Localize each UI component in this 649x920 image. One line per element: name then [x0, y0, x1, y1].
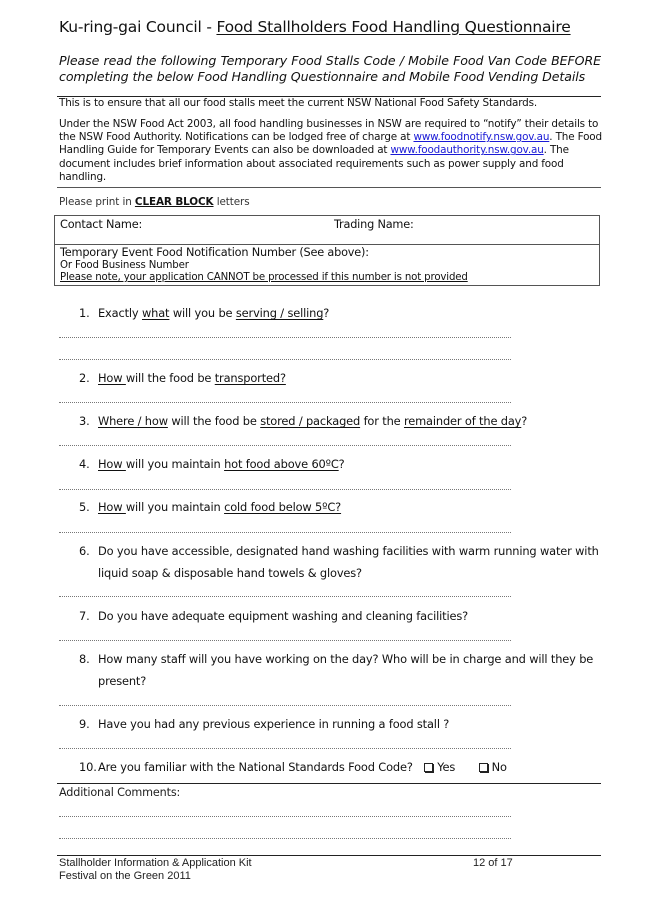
answer-line-9[interactable]	[59, 748, 511, 749]
yes-label: Yes	[437, 760, 456, 774]
question-emphasis: stored / packaged	[260, 414, 361, 428]
question-text: will the food be	[167, 414, 261, 428]
question-number: 8.	[79, 652, 90, 666]
divider	[57, 783, 601, 784]
question-text: will you maintain	[125, 500, 225, 514]
question-number: 3.	[79, 414, 90, 428]
answer-line-2[interactable]	[59, 402, 511, 403]
question-7	[79, 609, 468, 623]
contact-name-field[interactable]: Contact Name:	[60, 218, 143, 231]
foodnotify-link[interactable]: www.foodnotify.nsw.gov.au	[413, 131, 550, 144]
yes-checkbox-icon[interactable]	[424, 763, 433, 772]
question-text: Exactly	[98, 306, 142, 320]
question-emphasis: How	[98, 371, 126, 385]
question-text: Have you had any previous experience in running a food stall ?	[98, 717, 450, 731]
question-text: present?	[98, 674, 147, 688]
no-checkbox-icon[interactable]	[479, 763, 488, 772]
footer-divider	[57, 855, 601, 856]
question-emphasis: transported?	[214, 371, 286, 385]
question-emphasis: serving / selling	[235, 306, 324, 320]
footer-kit-title: Stallholder Information & Application Kit	[59, 857, 252, 869]
intro-text: Under the NSW Food Act 2003, all food handling businesses in NSW are required to “notify” their details to the NSW Food Authority. Notifications can be lodged free of charge at	[59, 118, 599, 144]
food-business-number-label: Or Food Business Number	[60, 260, 189, 271]
intro-paragraph	[59, 118, 604, 184]
question-emphasis: How	[98, 500, 126, 514]
page-number: 12 of 17	[473, 857, 513, 869]
answer-line-1b[interactable]	[59, 359, 511, 360]
no-label: No	[491, 760, 507, 774]
footer-event-name: Festival on the Green 2011	[59, 870, 191, 882]
question-text: will you maintain	[125, 457, 225, 471]
question-emphasis: hot food above 60ºC	[224, 457, 339, 471]
question-text: will the food be	[125, 371, 215, 385]
question-number: 1.	[79, 306, 90, 320]
yes-option[interactable]	[424, 760, 455, 774]
answer-line-3[interactable]	[59, 445, 511, 446]
question-number: 10.	[79, 760, 97, 774]
question-1	[79, 306, 329, 320]
answer-line-7[interactable]	[59, 640, 511, 641]
question-2	[79, 371, 286, 385]
org-name: Ku-ring-gai Council -	[59, 18, 217, 36]
trading-name-field[interactable]: Trading Name:	[334, 218, 414, 231]
comments-line-1[interactable]	[59, 816, 511, 817]
form-divider	[55, 244, 599, 245]
intro-text: . The Food Handling Guide for Temporary Events can also be downloaded at	[59, 131, 602, 157]
question-4	[79, 457, 345, 471]
document-title	[59, 18, 571, 36]
question-number: 2.	[79, 371, 90, 385]
question-number: 7.	[79, 609, 90, 623]
print-instruction-text: letters	[213, 196, 250, 208]
answer-line-5[interactable]	[59, 532, 511, 533]
question-text: ?	[323, 306, 330, 320]
comments-line-2[interactable]	[59, 838, 511, 839]
question-text: for the	[360, 414, 404, 428]
question-text: ?	[338, 457, 345, 471]
additional-comments-label: Additional Comments:	[59, 786, 181, 799]
notification-number-field[interactable]: Temporary Event Food Notification Number (See above):	[60, 246, 369, 259]
notification-warning: Please note, your application CANNOT be processed if this number is not provided	[60, 272, 468, 283]
question-8	[79, 648, 599, 692]
question-emphasis: Where / how	[98, 414, 168, 428]
divider	[57, 187, 601, 188]
question-10	[79, 760, 507, 774]
print-instruction-text: Please print in	[59, 196, 135, 208]
questionnaire-title: Food Stallholders Food Handling Questionnaire	[216, 18, 571, 36]
print-instruction-emphasis: CLEAR BLOCK	[134, 196, 214, 208]
answer-line-6[interactable]	[59, 596, 511, 597]
question-emphasis: cold food below 5ºC?	[224, 500, 342, 514]
question-number: 6.	[79, 544, 90, 558]
question-text: liquid soap & disposable hand towels & gloves?	[98, 566, 362, 580]
intro-text: . The document includes brief information about associated requirements such as power supply and food handling.	[59, 144, 569, 183]
answer-line-1a[interactable]	[59, 337, 511, 338]
print-instruction	[59, 196, 250, 208]
question-emphasis: How	[98, 457, 126, 471]
question-emphasis: what	[141, 306, 170, 320]
foodauthority-link[interactable]: www.foodauthority.nsw.gov.au	[390, 144, 544, 157]
question-9	[79, 717, 449, 731]
no-option[interactable]	[479, 760, 507, 774]
answer-line-4[interactable]	[59, 489, 511, 490]
question-6	[79, 540, 599, 584]
subtitle-instruction: Please read the following Temporary Food Stalls Code / Mobile Food Van Code BEFORE completing the below Food Handling Questionnaire and Mobile Food Vending Details	[59, 53, 601, 84]
question-number: 5.	[79, 500, 90, 514]
applicant-details-box	[54, 215, 600, 286]
question-text: Do you have adequate equipment washing and cleaning facilities?	[98, 609, 469, 623]
answer-line-8[interactable]	[59, 705, 511, 706]
question-text: Do you have accessible, designated hand washing facilities with warm running water with	[98, 544, 599, 558]
question-emphasis: remainder of the day	[403, 414, 522, 428]
intro-line: This is to ensure that all our food stalls meet the current NSW National Food Safety Standards.	[59, 97, 538, 109]
question-text: will you be	[169, 306, 236, 320]
question-text: How many staff will you have working on the day? Who will be in charge and will they be	[98, 652, 594, 666]
question-text: ?	[521, 414, 528, 428]
question-number: 4.	[79, 457, 90, 471]
question-text: Are you familiar with the National Standards Food Code?	[98, 760, 413, 774]
question-5	[79, 500, 341, 514]
question-number: 9.	[79, 717, 90, 731]
question-3	[79, 414, 527, 428]
